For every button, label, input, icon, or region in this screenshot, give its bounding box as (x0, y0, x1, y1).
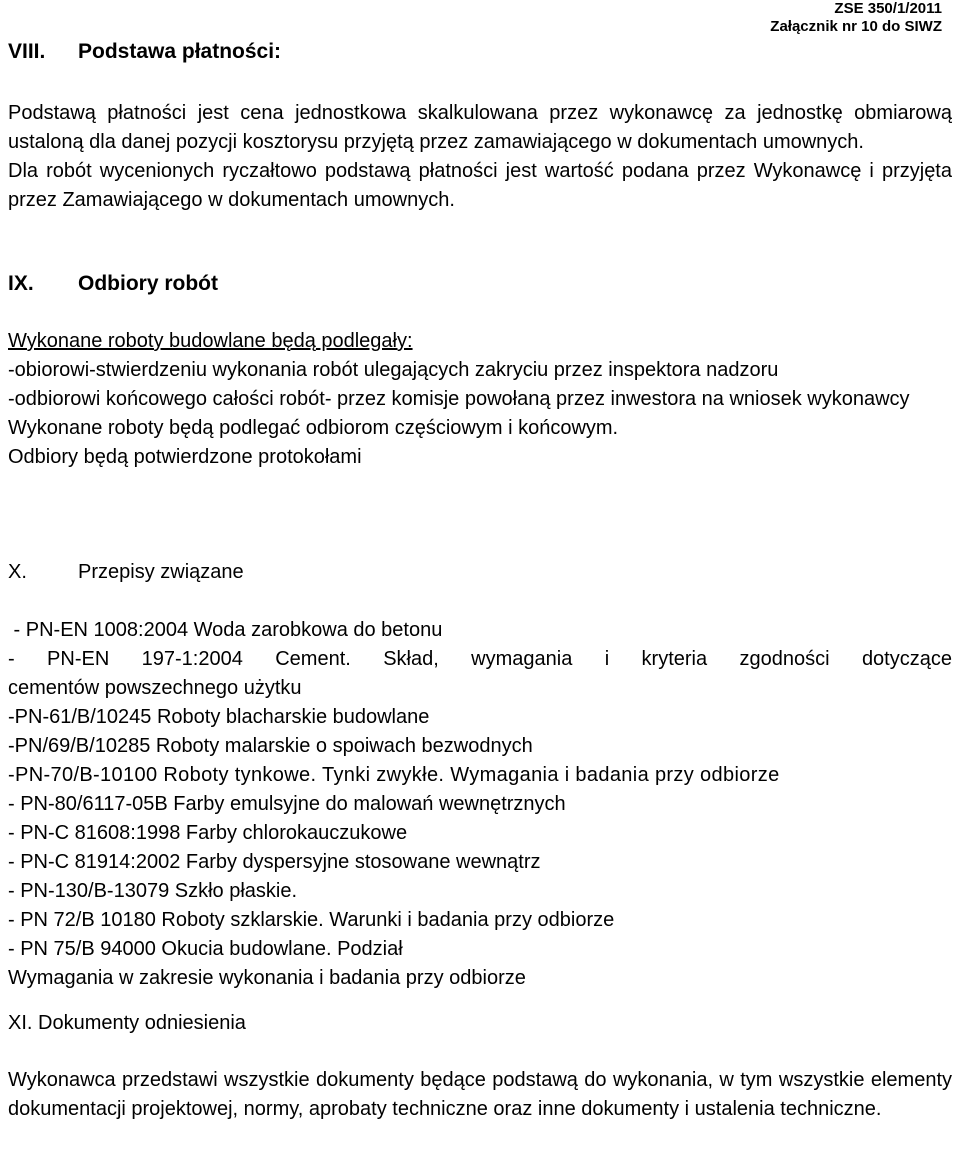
standard-item: - PN-80/6117-05B Farby emulsyjne do malowań wewnętrznych (8, 793, 566, 815)
section-number: X. (8, 561, 27, 583)
section-title: Podstawa płatności: (78, 40, 282, 63)
acceptance-item-2: -odbiorowi końcowego całości robót- przez komisje powołaną przez inwestora na wniosek wykonawcy (8, 388, 910, 410)
section-xi-body (8, 1066, 952, 1124)
section-title: Dokumenty odniesienia (38, 1012, 246, 1034)
payment-paragraph-1: Podstawą płatności jest cena jednostkowa skalkulowana przez wykonawcę za jednostkę obmiarową ustaloną dla danej pozycji kosztorysu przyjętą przez zamawiającego w dokumentach umownych. (8, 102, 952, 153)
standard-item: - PN-130/B-13079 Szkło płaskie. (8, 880, 298, 902)
standard-item: -PN-70/B-10100 Roboty tynkowe. Tynki zwykłe. Wymagania i badania przy odbiorze (8, 764, 780, 786)
standard-item: - PN-EN 197-1:2004 Cement. Skład, wymagania i kryteria zgodności dotyczące (8, 648, 952, 670)
standard-item: cementów powszechnego użytku (8, 677, 302, 699)
section-ix-heading (8, 272, 952, 296)
section-number: XI. (8, 1012, 33, 1034)
section-title: Przepisy związane (78, 561, 244, 583)
reference-documents-paragraph: Wykonawca przedstawi wszystkie dokumenty będące podstawą do wykonania, w tym wszystkie elementy dokumentacji projektowej, normy, aprobaty techniczne oraz inne dokumenty i ustalenia techniczne. (8, 1069, 952, 1120)
standard-item: - PN-EN 1008:2004 Woda zarobkowa do betonu (8, 619, 443, 641)
standard-item: - PN 72/B 10180 Roboty szklarskie. Warunki i badania przy odbiorze (8, 909, 615, 931)
standard-item: - PN-C 81914:2002 Farby dyspersyjne stosowane wewnątrz (8, 851, 541, 873)
acceptance-line-4: Odbiory będą potwierdzone protokołami (8, 446, 362, 468)
document-header (770, 0, 942, 36)
acceptance-item-1: -obiorowi-stwierdzeniu wykonania robót ulegających zakryciu przez inspektora nadzoru (8, 359, 779, 381)
standard-item: - PN 75/B 94000 Okucia budowlane. Podział (8, 938, 403, 960)
section-viii-heading (8, 40, 952, 64)
section-viii-body (8, 99, 952, 215)
section-number: VIII. (8, 40, 46, 63)
standard-item: -PN-61/B/10245 Roboty blacharskie budowlane (8, 706, 430, 728)
section-title: Odbiory robót (78, 272, 218, 295)
acceptance-intro: Wykonane roboty budowlane będą podlegały: (8, 330, 413, 352)
standards-list (8, 616, 952, 993)
standard-item: -PN/69/B/10285 Roboty malarskie o spoiwach bezwodnych (8, 735, 533, 757)
attachment-label: Załącznik nr 10 do SIWZ (770, 18, 942, 35)
section-number: IX. (8, 272, 34, 295)
standard-item: Wymagania w zakresie wykonania i badania przy odbiorze (8, 967, 526, 989)
acceptance-line-3: Wykonane roboty będą podlegać odbiorom częściowym i końcowym. (8, 417, 619, 439)
standard-item: - PN-C 81608:1998 Farby chlorokauczukowe (8, 822, 408, 844)
section-xi-heading (8, 1012, 952, 1035)
section-x-heading (8, 561, 952, 584)
section-ix-body (8, 327, 952, 472)
reference-number: ZSE 350/1/2011 (834, 0, 942, 17)
payment-paragraph-2: Dla robót wycenionych ryczałtowo podstawą płatności jest wartość podana przez Wykonawcę i przyjęta przez Zamawiającego w dokumentach umownych. (8, 160, 952, 211)
